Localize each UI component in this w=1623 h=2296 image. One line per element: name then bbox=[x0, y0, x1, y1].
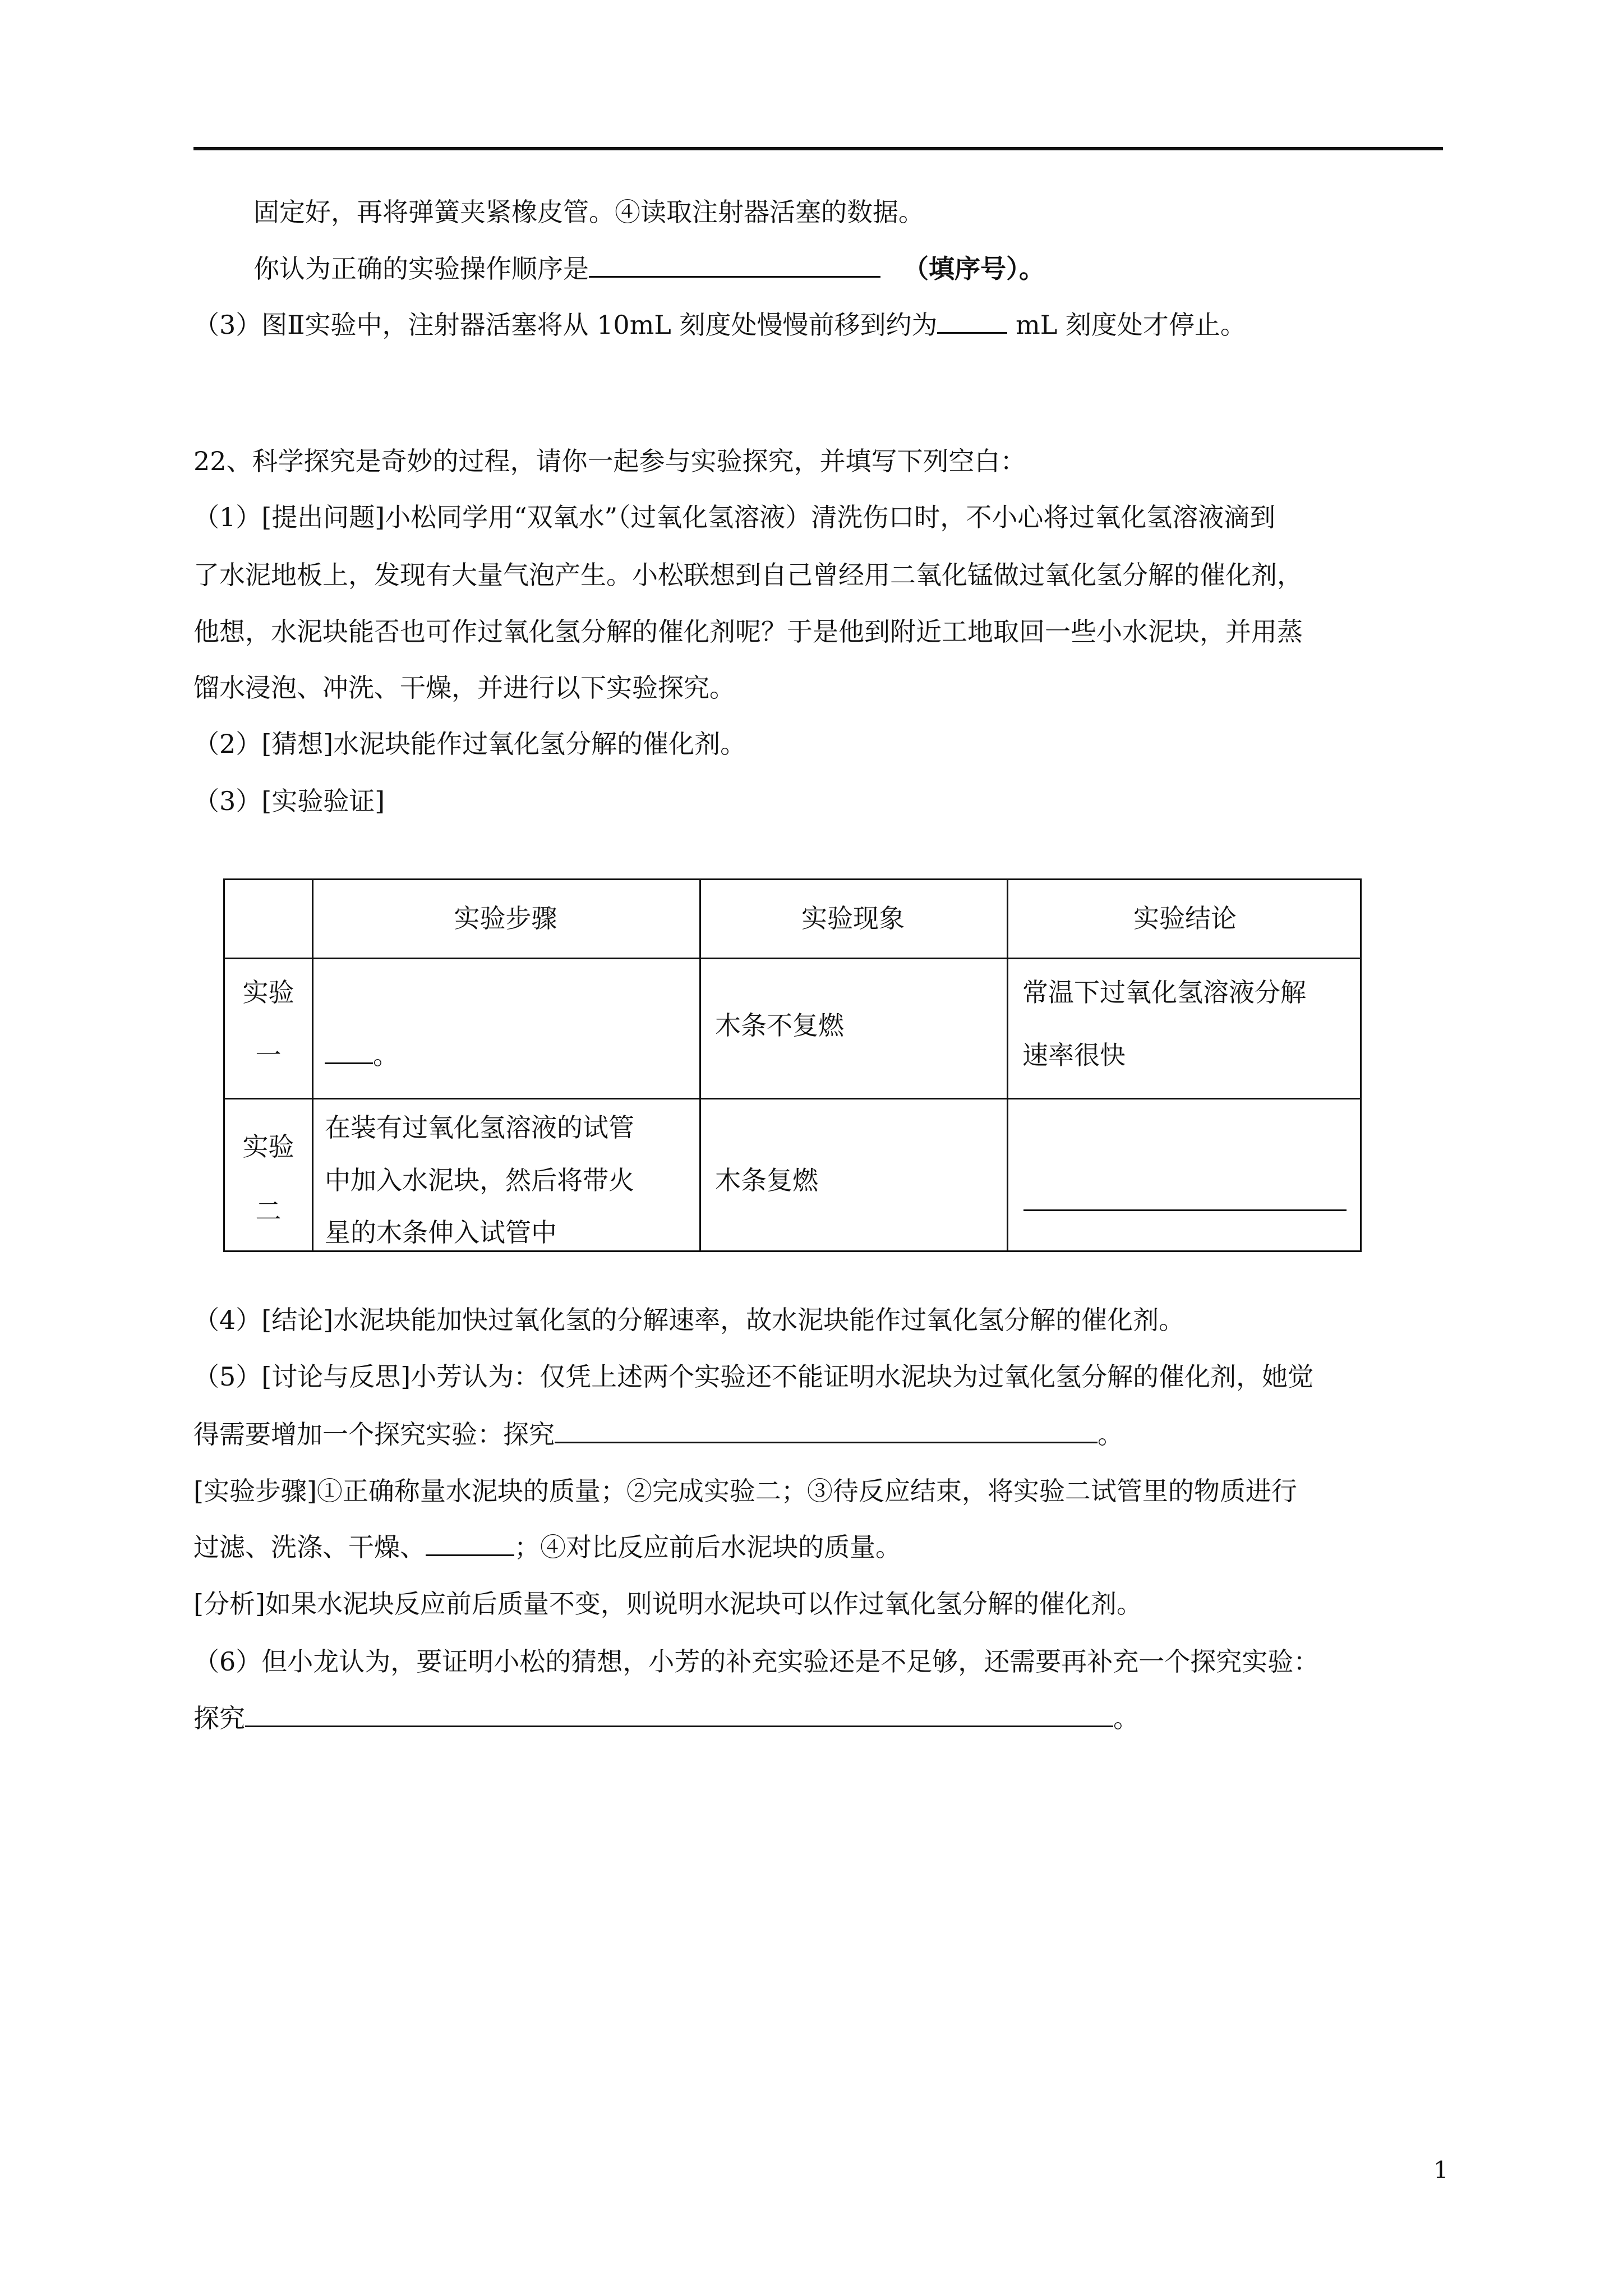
table-divider bbox=[225, 1098, 1360, 1099]
p6-prompt: 探究 bbox=[193, 1703, 245, 1733]
table-divider bbox=[312, 880, 313, 1250]
row2-step-line3: 星的木条伸入试管中 bbox=[325, 1217, 557, 1248]
q22-p3: （3）[实验验证] bbox=[193, 786, 385, 816]
q22-p4: （4）[结论]水泥块能加快过氧化氢的分解速率，故水泥块能作过氧化氢分解的催化剂。 bbox=[193, 1305, 1185, 1335]
q22-steps-line2 bbox=[193, 1530, 901, 1564]
experiment-table bbox=[223, 878, 1362, 1252]
p5-prompt: 得需要增加一个探究实验：探究 bbox=[193, 1419, 555, 1450]
q22-p6-line2 bbox=[193, 1701, 1139, 1735]
continuation-line-1: 固定好，再将弹簧夹紧橡皮管。④读取注射器活塞的数据。 bbox=[253, 197, 924, 227]
row2-step-line2: 中加入水泥块，然后将带火 bbox=[325, 1165, 634, 1195]
header-rule bbox=[193, 147, 1443, 150]
header-steps: 实验步骤 bbox=[454, 903, 557, 933]
table-divider bbox=[1007, 880, 1008, 1250]
table-divider bbox=[225, 958, 1360, 959]
syringe-answer-blank[interactable] bbox=[937, 332, 1007, 334]
p5-answer-blank[interactable] bbox=[555, 1441, 1098, 1443]
q22-steps-line1: [实验步骤]①正确称量水泥块的质量；②完成实验二；③待反应结束，将实验二试管里的物质进行 bbox=[193, 1476, 1297, 1506]
p5-suffix: 。 bbox=[1098, 1419, 1123, 1450]
q22-intro: 22、科学探究是奇妙的过程，请你一起参与实验探究，并填写下列空白： bbox=[193, 446, 1026, 476]
q22-analysis: [分析]如果水泥块反应前后质量不变，则说明水泥块可以作过氧化氢分解的催化剂。 bbox=[193, 1589, 1142, 1619]
row2-phenomenon: 木条复燃 bbox=[715, 1165, 818, 1195]
q22-p1-line3: 他想，水泥块能否也可作过氧化氢分解的催化剂呢？于是他到附近工地取回一些小水泥块，并用蒸 bbox=[193, 616, 1303, 647]
q22-p1-line4: 馏水浸泡、冲洗、干燥，并进行以下实验探究。 bbox=[193, 673, 735, 703]
order-question-text: 你认为正确的实验操作顺序是 bbox=[253, 254, 589, 284]
row1-phenomenon: 木条不复燃 bbox=[715, 1010, 844, 1041]
row1-step-suffix: 。 bbox=[373, 1040, 399, 1070]
syringe-question-suffix: mL 刻度处才停止。 bbox=[1007, 310, 1246, 340]
row1-conclusion-line2: 速率很快 bbox=[1022, 1040, 1126, 1070]
p6-answer-blank[interactable] bbox=[245, 1725, 1113, 1727]
row1-label-line1: 实验 bbox=[242, 977, 294, 1007]
q22-p6-line1: （6）但小龙认为，要证明小松的猜想，小芳的补充实验还是不足够，还需要再补充一个探究实验： bbox=[193, 1646, 1320, 1677]
order-fill-hint: （填序号）。 bbox=[903, 254, 1045, 284]
row1-step-cell bbox=[325, 1038, 399, 1072]
continuation-line-3 bbox=[193, 308, 1246, 342]
row1-step-blank[interactable] bbox=[325, 1062, 373, 1064]
syringe-question-text: （3）图Ⅱ实验中，注射器活塞将从 10mL 刻度处慢慢前移到约为 bbox=[193, 310, 938, 340]
q22-p1-line2: 了水泥地板上，发现有大量气泡产生。小松联想到自己曾经用二氧化锰做过氧化氢分解的催化剂， bbox=[193, 560, 1303, 590]
q22-p1-line1: （1）[提出问题]小松同学用“双氧水”（过氧化氢溶液）清洗伤口时，不小心将过氧化氢溶液滴到 bbox=[193, 502, 1276, 532]
row2-label-line2: 二 bbox=[255, 1196, 282, 1226]
q22-p2: （2）[猜想]水泥块能作过氧化氢分解的催化剂。 bbox=[193, 729, 746, 759]
row2-label-line1: 实验 bbox=[242, 1131, 294, 1162]
page-number: 1 bbox=[1433, 2156, 1449, 2184]
order-answer-blank[interactable] bbox=[589, 275, 880, 278]
p6-suffix: 。 bbox=[1113, 1703, 1139, 1733]
q22-p5-line2 bbox=[193, 1418, 1123, 1451]
q22-p5-line1: （5）[讨论与反思]小芳认为：仅凭上述两个实验还不能证明水泥块为过氧化氢分解的催化剂，她觉 bbox=[193, 1361, 1314, 1392]
header-phenomenon: 实验现象 bbox=[801, 903, 905, 933]
table-divider bbox=[699, 880, 701, 1250]
row2-step-line1: 在装有过氧化氢溶液的试管 bbox=[325, 1112, 634, 1143]
steps-prompt: 过滤、洗涤、干燥、 bbox=[193, 1532, 426, 1562]
row1-label-line2: 一 bbox=[255, 1040, 282, 1070]
header-conclusion: 实验结论 bbox=[1133, 903, 1237, 933]
steps-answer-blank[interactable] bbox=[426, 1554, 514, 1556]
row1-conclusion-line1: 常温下过氧化氢溶液分解 bbox=[1022, 977, 1306, 1007]
steps-suffix: ；④对比反应前后水泥块的质量。 bbox=[514, 1532, 901, 1562]
continuation-line-2 bbox=[253, 252, 1045, 286]
row2-conclusion-blank[interactable] bbox=[1023, 1209, 1347, 1211]
